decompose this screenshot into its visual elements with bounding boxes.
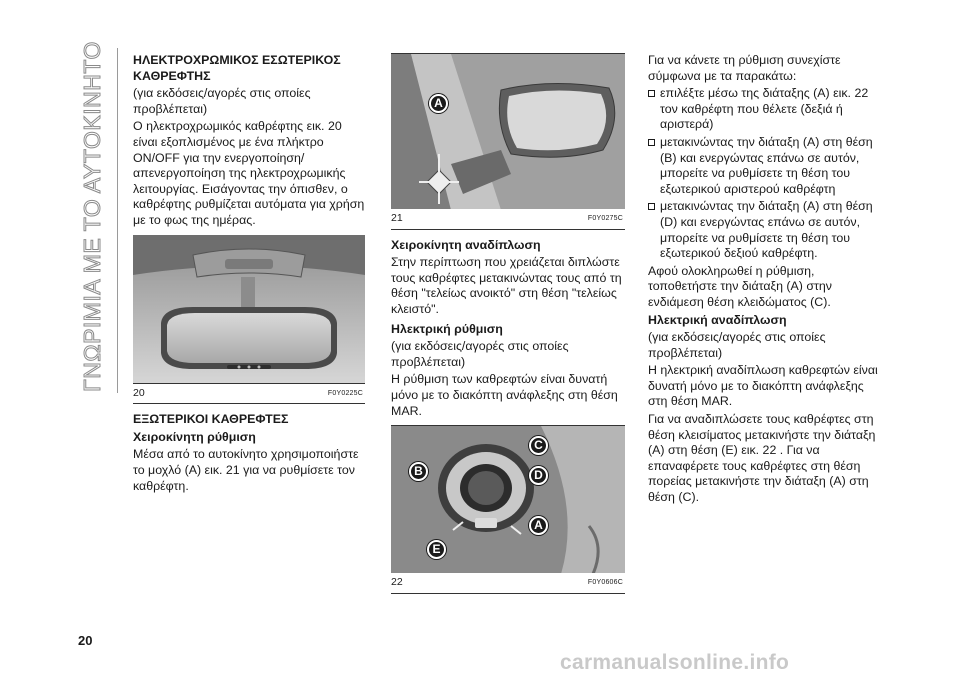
sub-heading: Χειροκίνητη αναδίπλωση — [391, 237, 541, 252]
figure-22-mirror-control — [391, 425, 625, 573]
availability-note: (για εκδόσεις/αγορές στις οποίες προβλέπεται) — [133, 86, 311, 116]
figure-caption — [391, 209, 625, 230]
figure-code: F0Y0275C — [587, 215, 623, 222]
body-text: Η ηλεκτρική αναδίπλωση καθρεφτών είναι δυνατή μόνο με το διακόπτη ανάφλεξης στη θέση MAR. — [648, 363, 878, 409]
sub-heading: Χειροκίνητη ρύθμιση — [133, 429, 256, 444]
bullet-text: επιλέξτε μέσω της διάταξης (A) εικ. 22 τον καθρέφτη που θέλετε (δεξιά ή αριστερά) — [660, 86, 869, 132]
body-text: Για να αναδιπλώσετε τους καθρέφτες στη θέση κλεισίματος μετακινήστε την διάταξη (A) στη θέση (E) εικ. 22 . Για να επαναφέρετε τους καθρέφτες στη θέση πορείας μετακινήστε την διάταξη (A) στη θέση (C). — [648, 412, 876, 505]
figure-code: F0Y0225C — [327, 389, 363, 397]
figure-code: F0Y0606C — [587, 579, 623, 587]
callout-b: B — [409, 462, 428, 481]
figure-number: 21 — [391, 212, 403, 224]
bullet-text: μετακινώντας την διάταξη (A) στη θέση (D) και ενεργώντας επάνω σε αυτόν, μπορείτε να ρυθμίσετε τη θέση του εξωτερικού δεξιού καθρέφτη. — [660, 199, 873, 261]
mirror-control-knob-illustration — [391, 426, 625, 573]
callout-c: C — [529, 436, 548, 455]
bullet-item — [648, 135, 880, 199]
figure-number: 22 — [391, 576, 403, 589]
column-1 — [133, 53, 365, 496]
chapter-side-title: ΓΝΩΡΙΜΙΑ ΜΕ ΤΟ ΑΥΤΟΚΙΝΗΤΟ — [78, 40, 105, 392]
body-text: Μέσα από το αυτοκίνητο χρησιμοποιήστε το μοχλό (A) εικ. 21 για να ρυθμίσετε τον καθρέφτη. — [133, 447, 359, 493]
body-text: Ο ηλεκτροχρωμικός καθρέφτης εικ. 20 είναι εξοπλισμένος με ένα πλήκτρο ON/OFF για την ενεργοποίηση/απενεργοποίηση της ηλεκτροχρωμικής λειτουργίας. Εισάγοντας την όπισθεν, ο καθρέφτης ρυθμίζεται αυτόματα για χρήση με το φως της ημέρας. — [133, 119, 365, 227]
bullet-item — [648, 86, 880, 135]
body-text: Αφού ολοκληρωθεί η ρύθμιση, τοποθετήστε την διάταξη (A) στην ενδιάμεση θέση κλειδώματος (C). — [648, 263, 832, 309]
sub-heading: Ηλεκτρική αναδίπλωση — [648, 312, 787, 327]
body-text: Η ρύθμιση των καθρεφτών είναι δυνατή μόνο με το διακόπτη ανάφλεξης στη θέση MAR. — [391, 372, 618, 418]
callout-d: D — [529, 466, 548, 485]
watermark: carmanualsonline.info — [560, 651, 790, 674]
bullet-item — [648, 199, 880, 263]
section-heading: ΗΛΕΚΤΡΟΧΡΩΜΙΚΟΣ ΕΣΩΤΕΡΙΚΟΣ ΚΑΘΡΕΦΤΗΣ — [133, 53, 341, 83]
column-3 — [648, 53, 880, 508]
figure-21-exterior-mirror — [391, 53, 625, 209]
figure-caption — [133, 383, 365, 405]
sub-heading: Ηλεκτρική ρύθμιση — [391, 321, 503, 336]
callout-a: A — [429, 94, 448, 113]
exterior-mirror-illustration — [391, 54, 625, 209]
figure-number: 20 — [133, 386, 145, 399]
checkbox-bullet-icon — [648, 203, 655, 210]
page-number: 20 — [78, 633, 93, 648]
column-2 — [391, 53, 625, 602]
checkbox-bullet-icon — [648, 139, 655, 146]
bullet-text: μετακινώντας την διάταξη (A) στη θέση (B) και ενεργώντας επάνω σε αυτόν, μπορείτε να ρυθμίσετε τη θέση του εξωτερικού αριστερού καθρέφτη — [660, 134, 873, 196]
callout-e: E — [427, 540, 446, 559]
rearview-mirror-illustration — [133, 235, 365, 383]
side-divider — [117, 48, 118, 393]
availability-note: (για εκδόσεις/αγορές στις οποίες προβλέπεται) — [391, 339, 569, 369]
figure-20-rearview-mirror — [133, 235, 365, 383]
checkbox-bullet-icon — [648, 90, 655, 97]
figure-caption — [391, 573, 625, 594]
body-text: Για να κάνετε τη ρύθμιση συνεχίστε σύμφωνα με τα παρακάτω: — [648, 53, 841, 83]
body-text: Στην περίπτωση που χρειάζεται διπλώστε τους καθρέφτες μετακινώντας τους από τη θέση "τελείως ανοικτό" στη θέση "τελείως κλειστό". — [391, 255, 622, 316]
callout-a: A — [529, 516, 548, 535]
section-heading: ΕΞΩΤΕΡΙΚΟΙ ΚΑΘΡΕΦΤΕΣ — [133, 412, 289, 427]
availability-note: (για εκδόσεις/αγορές στις οποίες προβλέπεται) — [648, 330, 826, 360]
